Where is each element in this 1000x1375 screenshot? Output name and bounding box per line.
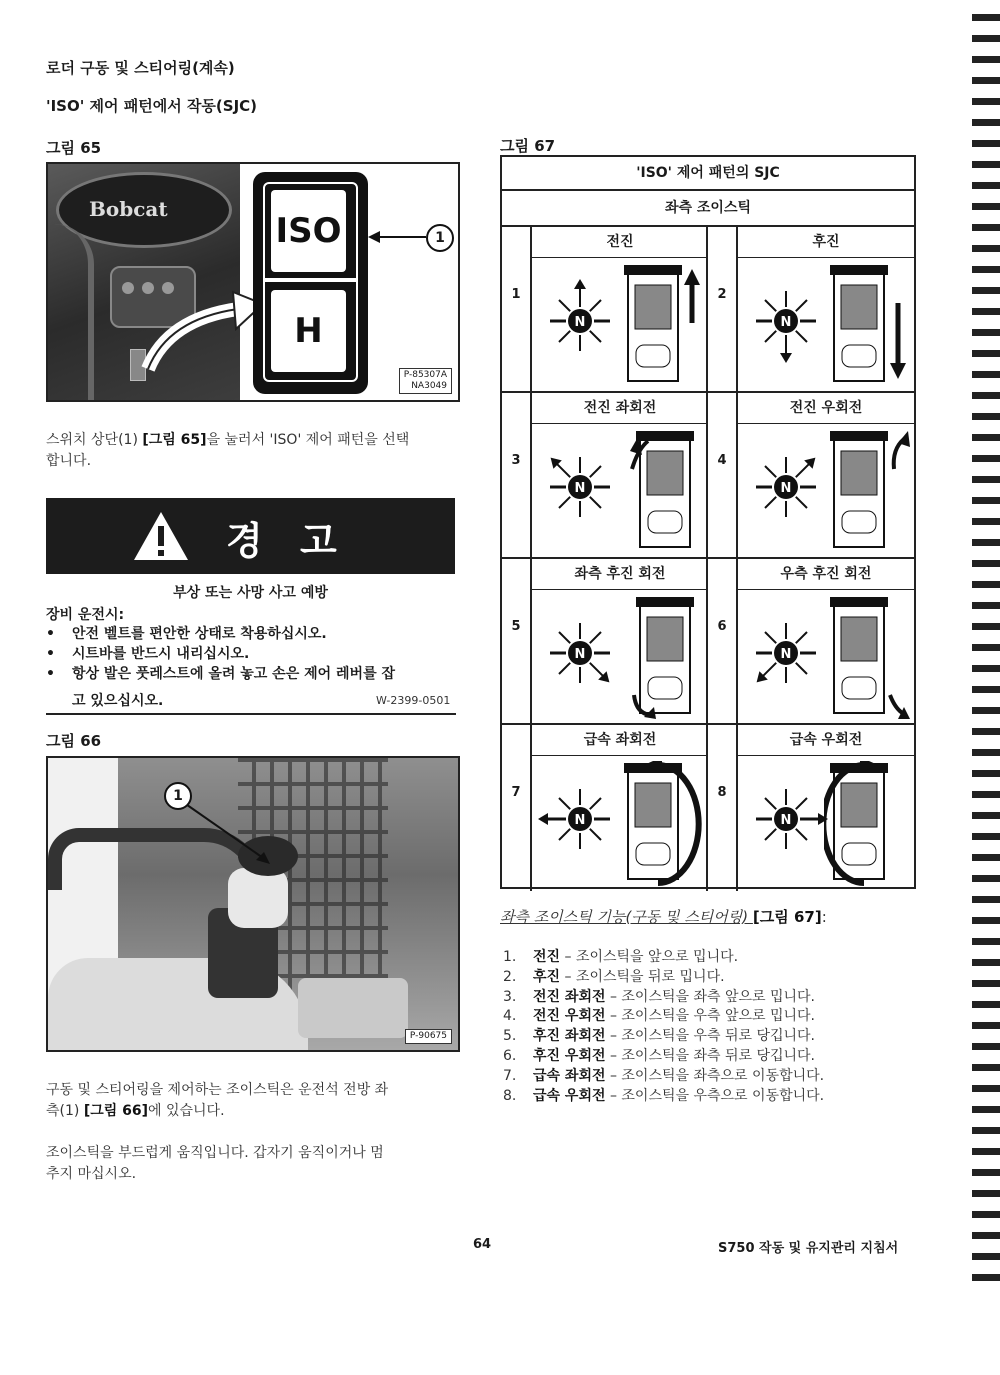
- callout-1: 1: [164, 782, 192, 810]
- neutral-letter: N: [780, 315, 792, 330]
- sjc-cell: [502, 725, 708, 891]
- sjc-cell: [502, 559, 708, 725]
- joystick-direction-icon: [742, 601, 832, 701]
- fig66-image: [46, 756, 460, 1052]
- cell-title: 급속 우회전: [738, 725, 914, 756]
- function-item: 5. 후진 좌회전 – 조이스틱을 우측 뒤로 당깁니다.: [503, 1028, 816, 1045]
- neutral-letter: N: [574, 315, 586, 330]
- neutral-letter: N: [574, 647, 586, 662]
- cell-number: 1: [511, 287, 521, 302]
- manual-title: S750 작동 및 유지관리 지침서: [718, 1241, 899, 1256]
- iso-label: ISO: [271, 190, 346, 272]
- operator-hand: [228, 868, 288, 928]
- fig65-label: 그림 65: [46, 139, 102, 157]
- warning-lead: 장비 운전시:: [46, 607, 125, 623]
- cell-title: 전진 좌회전: [532, 393, 708, 424]
- sjc-cell: [708, 559, 914, 725]
- cell-title: 좌측 후진 회전: [532, 559, 708, 590]
- cell-number: 2: [717, 287, 727, 302]
- joystick-direction-icon: [742, 767, 832, 867]
- section-title: 로더 구동 및 스티어링(계속): [46, 59, 235, 77]
- warning-subtitle: 부상 또는 사망 사고 예방: [173, 585, 328, 601]
- neutral-letter: N: [574, 481, 586, 496]
- cell-number: 4: [717, 453, 727, 468]
- warning-item-cont: 고 있으십시오.: [72, 693, 164, 709]
- sjc-cell: [708, 393, 914, 559]
- subsection-title: 'ISO' 제어 패턴에서 작동(SJC): [46, 97, 258, 115]
- warning-item: • 안전 벨트를 편안한 상태로 착용하십시오.: [46, 624, 466, 644]
- loader-motion-icon: [824, 429, 912, 554]
- fig65-image: [46, 162, 460, 402]
- joystick-direction-icon: [536, 269, 626, 369]
- loader-motion-icon: [824, 761, 912, 886]
- neutral-letter: N: [780, 481, 792, 496]
- h-label: H: [271, 290, 346, 372]
- function-item: 4. 전진 우회전 – 조이스틱을 우측 앞으로 밉니다.: [503, 1008, 816, 1025]
- sjc-cell: [708, 227, 914, 393]
- function-item: 6. 후진 우회전 – 조이스틱을 좌측 뒤로 당깁니다.: [503, 1047, 816, 1064]
- warning-list: [46, 624, 466, 684]
- cell-title: 급속 좌회전: [532, 725, 708, 756]
- joystick-direction-icon: [536, 601, 626, 701]
- cell-title: 전진: [532, 227, 708, 258]
- loader-motion-icon: [824, 595, 912, 720]
- sjc-cell: [502, 393, 708, 559]
- fig65-part-number: P-85307A NA3049: [399, 368, 452, 394]
- warning-code: W-2399-0501: [376, 694, 451, 707]
- loader-motion-icon: [630, 429, 718, 554]
- cell-number: 7: [511, 785, 521, 800]
- cell-number: 6: [717, 619, 727, 634]
- iso-h-switch: [253, 172, 368, 394]
- table-title: 'ISO' 제어 패턴의 SJC: [502, 157, 914, 191]
- cell-title: 후진: [738, 227, 914, 258]
- function-item: 2. 후진 – 조이스틱을 뒤로 밉니다.: [503, 968, 725, 985]
- neutral-letter: N: [780, 647, 792, 662]
- joystick-direction-icon: [536, 435, 626, 535]
- loader-motion-icon: [618, 263, 706, 388]
- function-item: 7. 급속 좌회전 – 조이스틱을 좌측으로 이동합니다.: [503, 1067, 825, 1084]
- cell-number: 8: [717, 785, 727, 800]
- cell-title: 전진 우회전: [738, 393, 914, 424]
- console: [298, 978, 408, 1038]
- neutral-letter: N: [574, 813, 586, 828]
- fig66-label: 그림 66: [46, 732, 102, 750]
- cell-title: 우측 후진 회전: [738, 559, 914, 590]
- warning-banner: [46, 498, 455, 574]
- warning-divider: [46, 713, 456, 715]
- function-item: 3. 전진 좌회전 – 조이스틱을 좌측 앞으로 밉니다.: [503, 988, 816, 1005]
- table-subtitle: 좌측 조이스틱: [502, 191, 914, 227]
- loader-motion-icon: [630, 595, 718, 720]
- joystick-direction-icon: [536, 767, 626, 867]
- page-number: 64: [473, 1237, 492, 1252]
- spiral-binding: [972, 0, 1000, 1290]
- sjc-cell: [708, 725, 914, 891]
- warning-triangle-icon: [132, 510, 190, 562]
- warning-item: • 항상 발은 풋레스트에 올려 놓고 손은 제어 레버를 잡: [46, 664, 466, 684]
- bobcat-logo-text: Bobcat: [89, 197, 168, 221]
- fig67-label: 그림 67: [500, 137, 556, 155]
- joystick-direction-icon: [742, 435, 832, 535]
- sjc-table: [500, 155, 916, 889]
- pointer-arrow-icon: [138, 274, 268, 374]
- fig66-text2: 조이스틱을 부드럽게 움직입니다. 갑자기 움직이거나 멈 추지 마십시오.: [46, 1145, 384, 1182]
- function-item: 8. 급속 우회전 – 조이스틱을 우측으로 이동합니다.: [503, 1087, 825, 1104]
- cell-number: 3: [511, 453, 521, 468]
- functions-list: [503, 948, 824, 1106]
- warning-item: • 시트바를 반드시 내리십시오.: [46, 644, 466, 664]
- loader-motion-icon: [824, 263, 912, 388]
- function-item: 1. 전진 – 조이스틱을 앞으로 밉니다.: [503, 949, 739, 965]
- loader-motion-icon: [618, 761, 706, 886]
- fig65-caption: 스위치 상단(1) [그림 65]을 눌러서 'ISO' 제어 패턴을 선택 합니다.: [46, 432, 410, 469]
- sjc-cell: [502, 227, 708, 393]
- callout-1: 1: [426, 224, 454, 252]
- fig66-part-number: P-90675: [405, 1029, 452, 1044]
- functions-heading: 좌측 조이스틱 기능(구동 및 스티어링) [그림 67]:: [500, 908, 827, 926]
- fig66-text1: 구동 및 스티어링을 제어하는 조이스틱은 운전석 전방 좌 측(1) [그림 66]에 있습니다.: [46, 1082, 389, 1119]
- joystick-direction-icon: [742, 269, 832, 369]
- warning-title: 경 고: [226, 519, 349, 563]
- cell-number: 5: [511, 619, 521, 634]
- neutral-letter: N: [780, 813, 792, 828]
